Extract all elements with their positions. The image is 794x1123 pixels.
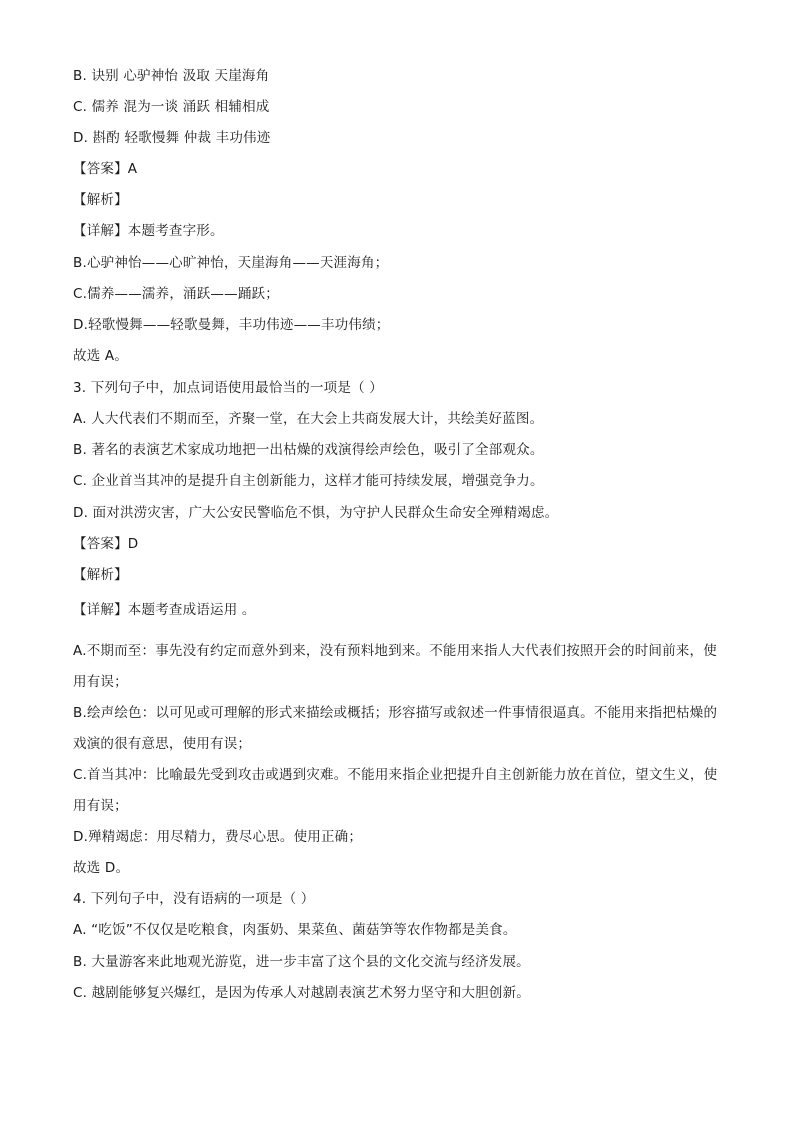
answer-label: 【答案】D bbox=[73, 536, 139, 552]
question-3-option-d: D. 面对洪涝灾害，广大公安民警临危不惧，为守护人民群众生命安全殚精竭虑。 bbox=[73, 505, 559, 521]
question-4-option-a: A. “吃饭”不仅仅是吃粮食，肉蛋奶、果菜鱼、菌菇笋等农作物都是美食。 bbox=[73, 922, 517, 938]
detail-label: 【详解】本题考查字形。 bbox=[73, 223, 224, 239]
question-3-option-a: A. 人大代表们不期而至，齐聚一堂，在大会上共商发展大计，共绘美好蓝图。 bbox=[73, 411, 544, 427]
question-4-stem: 4. 下列句子中，没有语病的一项是（ ） bbox=[73, 891, 315, 907]
analysis-label: 【解析】 bbox=[73, 192, 128, 208]
explanation-line: D.轻歌慢舞——轻歌曼舞，丰功伟迹——丰功伟绩； bbox=[73, 317, 390, 333]
question-3-option-b: B. 著名的表演艺术家成功地把一出枯燥的戏演得绘声绘色，吸引了全部观众。 bbox=[73, 442, 544, 458]
explanation-line: B.心驴神怡——心旷神怡，天崖海角——天涯海角； bbox=[73, 255, 389, 271]
detail-label: 【详解】本题考查成语运用 。 bbox=[73, 602, 256, 618]
analysis-label: 【解析】 bbox=[73, 567, 128, 583]
explanation-line: C.儒养——濡养，涌跃——踊跃； bbox=[73, 286, 279, 302]
conclusion-line: 故选 A。 bbox=[73, 348, 129, 364]
option-d-line: D. 斟酌 轻歌慢舞 仲裁 丰功伟迹 bbox=[73, 130, 271, 146]
question-4-option-c: C. 越剧能够复兴爆红，是因为传承人对越剧表演艺术努力坚守和大胆创新。 bbox=[73, 985, 531, 1001]
answer-label: 【答案】A bbox=[73, 161, 138, 177]
question-3-stem: 3. 下列句子中，加点词语使用最恰当的一项是（ ） bbox=[73, 380, 383, 396]
explanation-line: D.殚精竭虑：用尽精力，费尽心思。使用正确； bbox=[73, 829, 363, 845]
explanation-paragraph: C.首当其冲：比喻最先受到攻击或遇到灾难。不能用来指企业把提升自主创新能力放在首位，望文生义，使用有误； bbox=[73, 767, 718, 814]
explanation-paragraph: A.不期而至：事先没有约定而意外到来，没有预料地到来。不能用来指人大代表们按照开会的时间前来，使用有误； bbox=[73, 643, 717, 690]
option-b-line: B. 诀别 心驴神怡 汲取 天崖海角 bbox=[73, 68, 270, 84]
question-3-option-c: C. 企业首当其冲的是提升自主创新能力，这样才能可持续发展，增强竞争力。 bbox=[73, 473, 544, 489]
explanation-paragraph: B.绘声绘色：以可见或可理解的形式来描绘或概括；形容描写或叙述一件事情很逼真。不能用来指把枯燥的戏演的很有意思，使用有误； bbox=[73, 705, 718, 752]
conclusion-line: 故选 D。 bbox=[73, 860, 130, 876]
question-4-option-b: B. 大量游客来此地观光游览，进一步丰富了这个县的文化交流与经济发展。 bbox=[73, 954, 530, 970]
option-c-line: C. 儒养 混为一谈 涌跃 相辅相成 bbox=[73, 99, 270, 115]
